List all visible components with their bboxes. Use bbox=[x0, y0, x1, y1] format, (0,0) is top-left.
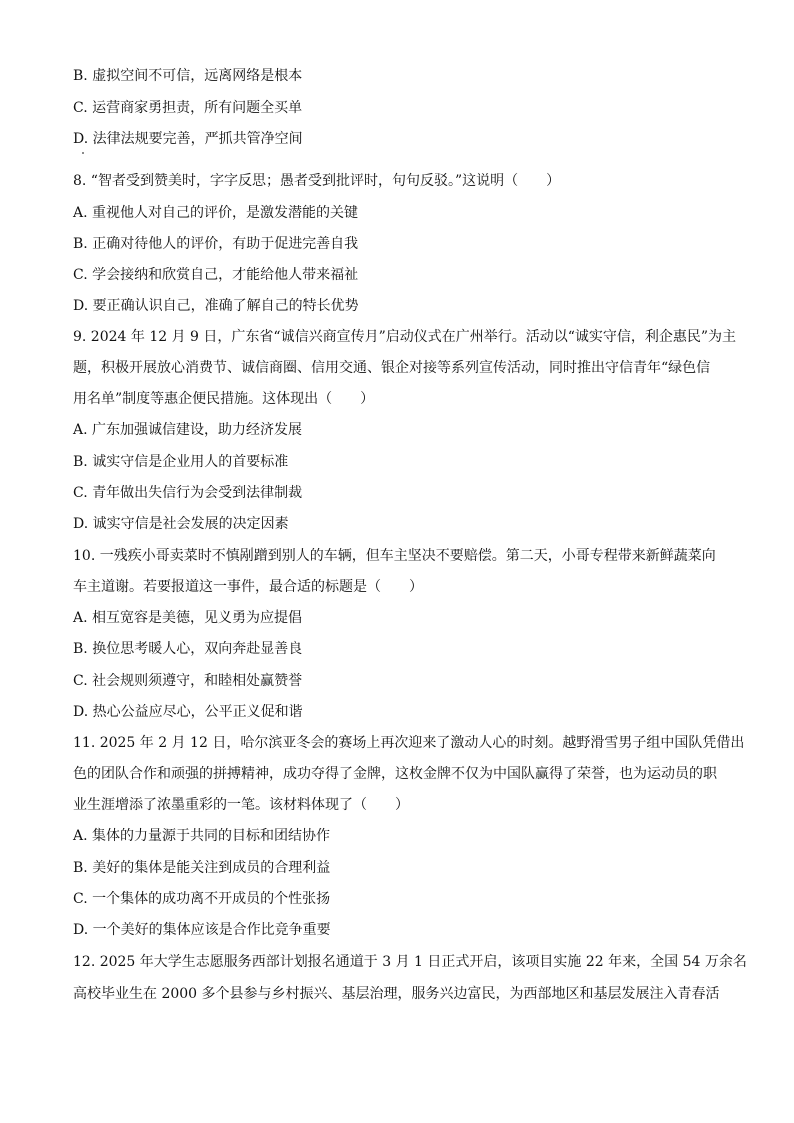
question-11-option-b: B. 美好的集体是能关注到成员的合理利益 bbox=[73, 860, 331, 876]
question-10-option-c: C. 社会规则须遵守，和睦相处赢赞誉 bbox=[73, 673, 303, 689]
question-12-stem-line: 高校毕业生在 2000 多个县参与乡村振兴、基层治理，服务兴边富民，为西部地区和基层发展注入青春活 bbox=[73, 986, 720, 1002]
question-8-stem: 8. “智者受到赞美时，字字反思；愚者受到批评时，句句反驳。”这说明（ ） bbox=[73, 173, 561, 189]
question-11-option-d: D. 一个美好的集体应该是合作比竞争重要 bbox=[73, 922, 331, 938]
question-8-option-a: A. 重视他人对自己的评价，是激发潜能的关键 bbox=[73, 205, 359, 221]
option-c: C. 运营商家勇担责，所有问题全买单 bbox=[73, 100, 303, 116]
question-10-stem-line: 10. 一残疾小哥卖菜时不慎剐蹭到别人的车辆，但车主坚决不要赔偿。第二天，小哥专程带来新鲜蔬菜向 bbox=[73, 548, 716, 564]
question-10-option-d: D. 热心公益应尽心，公平正义促和谐 bbox=[73, 704, 303, 720]
question-9-stem-line: 题，积极开展放心消费节、诚信商圈、信用交通、银企对接等系列宣传活动，同时推出守信青年“绿色信 bbox=[73, 360, 711, 376]
option-d: D. 法律法规要完善，严抓共管净空间 bbox=[73, 131, 303, 147]
question-10-option-b: B. 换位思考暖人心，双向奔赴显善良 bbox=[73, 641, 303, 657]
question-11-option-c: C. 一个集体的成功离不开成员的个性张扬 bbox=[73, 891, 331, 907]
question-9-option-a: A. 广东加强诚信建设，助力经济发展 bbox=[73, 422, 303, 438]
question-9-stem-line: 用名单”制度等惠企便民措施。这体现出（ ） bbox=[73, 391, 375, 407]
question-8-option-c: C. 学会接纳和欣赏自己，才能给他人带来福祉 bbox=[73, 267, 359, 283]
question-8-option-b: B. 正确对待他人的评价，有助于促进完善自我 bbox=[73, 236, 359, 252]
question-10-stem-line: 车主道谢。若要报道这一事件，最合适的标题是（ ） bbox=[73, 579, 423, 595]
question-10-option-a: A. 相互宽容是美德，见义勇为应提倡 bbox=[73, 610, 303, 626]
scan-speck bbox=[82, 152, 84, 154]
question-9-option-b: B. 诚实守信是企业用人的首要标准 bbox=[73, 454, 289, 470]
question-11-option-a: A. 集体的力量源于共同的目标和团结协作 bbox=[73, 828, 331, 844]
question-11-stem-line: 色的团队合作和顽强的拼搏精神，成功夺得了金牌，这枚金牌不仅为中国队赢得了荣誉，也为运动员的职 bbox=[73, 766, 717, 782]
question-12-stem-line: 12. 2025 年大学生志愿服务西部计划报名通道于 3 月 1 日正式开启，该项目实施 22 年来，全国 54 万余名 bbox=[73, 954, 747, 970]
question-9-option-d: D. 诚实守信是社会发展的决定因素 bbox=[73, 516, 289, 532]
question-9-option-c: C. 青年做出失信行为会受到法律制裁 bbox=[73, 485, 303, 501]
option-b: B. 虚拟空间不可信，远离网络是根本 bbox=[73, 68, 303, 84]
question-9-stem-line: 9. 2024 年 12 月 9 日，广东省“诚信兴商宣传月”启动仪式在广州举行。活动以“诚实守信，利企惠民”为主 bbox=[73, 329, 737, 345]
question-11-stem-line: 11. 2025 年 2 月 12 日，哈尔滨亚冬会的赛场上再次迎来了激动人心的时刻。越野滑雪男子组中国队凭借出 bbox=[73, 735, 745, 751]
question-11-stem-line: 业生涯增添了浓墨重彩的一笔。该材料体现了（ ） bbox=[73, 797, 409, 813]
question-8-option-d: D. 要正确认识自己，准确了解自己的特长优势 bbox=[73, 298, 359, 314]
